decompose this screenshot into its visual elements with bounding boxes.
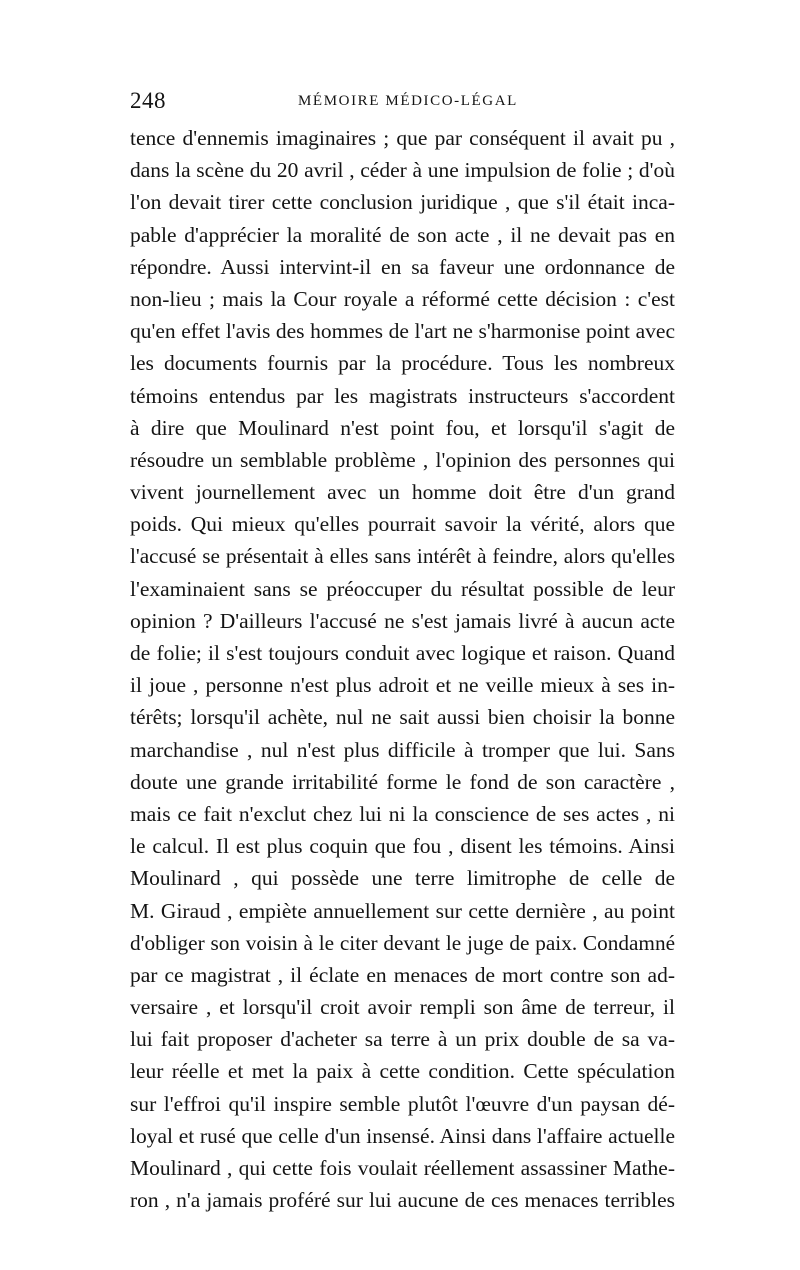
text-line: M. Giraud , empiète annuellement sur cette dernière , au point xyxy=(130,898,675,923)
text-line: marchandise , nul n'est plus difficile à tromper que lui. Sans xyxy=(130,737,675,762)
text-line: poids. Qui mieux qu'elles pourrait savoir la vérité, alors que xyxy=(130,512,675,537)
text-line: répondre. Aussi intervint-il en sa faveur une ordonnance de xyxy=(130,254,675,279)
page-number: 248 xyxy=(130,88,166,113)
text-line: Moulinard , qui possède une terre limitrophe de celle de xyxy=(130,866,675,891)
text-line: pable d'apprécier la moralité de son acte , il ne devait pas en xyxy=(130,222,675,247)
text-line: d'obliger son voisin à le citer devant le juge de paix. Condamné xyxy=(130,930,675,955)
text-line: dans la scène du 20 avril , céder à une impulsion de folie ; d'où xyxy=(130,158,675,183)
text-line: opinion ? D'ailleurs l'accusé ne s'est jamais livré à aucun acte xyxy=(130,608,675,633)
text-line: résoudre un semblable problème , l'opinion des personnes qui xyxy=(130,447,675,472)
text-line: l'examinaient sans se préoccuper du résultat possible de leur xyxy=(130,576,675,601)
text-line: leur réelle et met la paix à cette condition. Cette spéculation xyxy=(130,1059,675,1084)
text-line: lui fait proposer d'acheter sa terre à un prix double de sa va- xyxy=(130,1027,675,1052)
text-line: l'accusé se présentait à elles sans intérêt à feindre, alors qu'elles xyxy=(130,544,675,569)
text-line: de folie; il s'est toujours conduit avec logique et raison. Quand xyxy=(130,641,675,665)
text-line: vivent journellement avec un homme doit être d'un grand xyxy=(130,480,675,505)
text-line: térêts; lorsqu'il achète, nul ne sait aussi bien choisir la bonne xyxy=(130,705,675,730)
text-line: à dire que Moulinard n'est point fou, et lorsqu'il s'agit de xyxy=(130,415,675,440)
text-line: qu'en effet l'avis des hommes de l'art ne s'harmonise point avec xyxy=(130,319,675,344)
text-line: l'on devait tirer cette conclusion juridique , que s'il était inca- xyxy=(130,190,675,215)
text-line: témoins entendus par les magistrats instructeurs s'accordent xyxy=(130,383,675,408)
running-title: MÉMOIRE MÉDICO-LÉGAL xyxy=(298,93,518,109)
text-line: tence d'ennemis imaginaires ; que par conséquent il avait pu , xyxy=(130,126,675,150)
body-text xyxy=(130,122,675,1216)
text-line: il joue , personne n'est plus adroit et ne veille mieux à ses in- xyxy=(130,673,675,698)
text-line: loyal et rusé que celle d'un insensé. Ainsi dans l'affaire actuelle xyxy=(130,1123,675,1148)
text-line: le calcul. Il est plus coquin que fou , disent les témoins. Ainsi xyxy=(130,834,675,859)
text-line: par ce magistrat , il éclate en menaces de mort contre son ad- xyxy=(130,962,675,987)
text-line: versaire , et lorsqu'il croit avoir rempli son âme de terreur, il xyxy=(130,995,675,1020)
text-line: Moulinard , qui cette fois voulait réellement assassiner Mathe- xyxy=(130,1156,675,1180)
text-line: mais ce fait n'exclut chez lui ni la conscience de ses actes , ni xyxy=(130,801,675,826)
text-line: ron , n'a jamais proféré sur lui aucune de ces menaces terribles xyxy=(130,1188,675,1213)
text-line: sur l'effroi qu'il inspire semble plutôt l'œuvre d'un paysan dé- xyxy=(130,1091,675,1116)
text-line: les documents fournis par la procédure. Tous les nombreux xyxy=(130,351,675,376)
running-head xyxy=(130,86,675,116)
text-line: doute une grande irritabilité forme le fond de son caractère , xyxy=(130,769,675,794)
text-line: non-lieu ; mais la Cour royale a réformé cette décision : c'est xyxy=(130,286,675,311)
